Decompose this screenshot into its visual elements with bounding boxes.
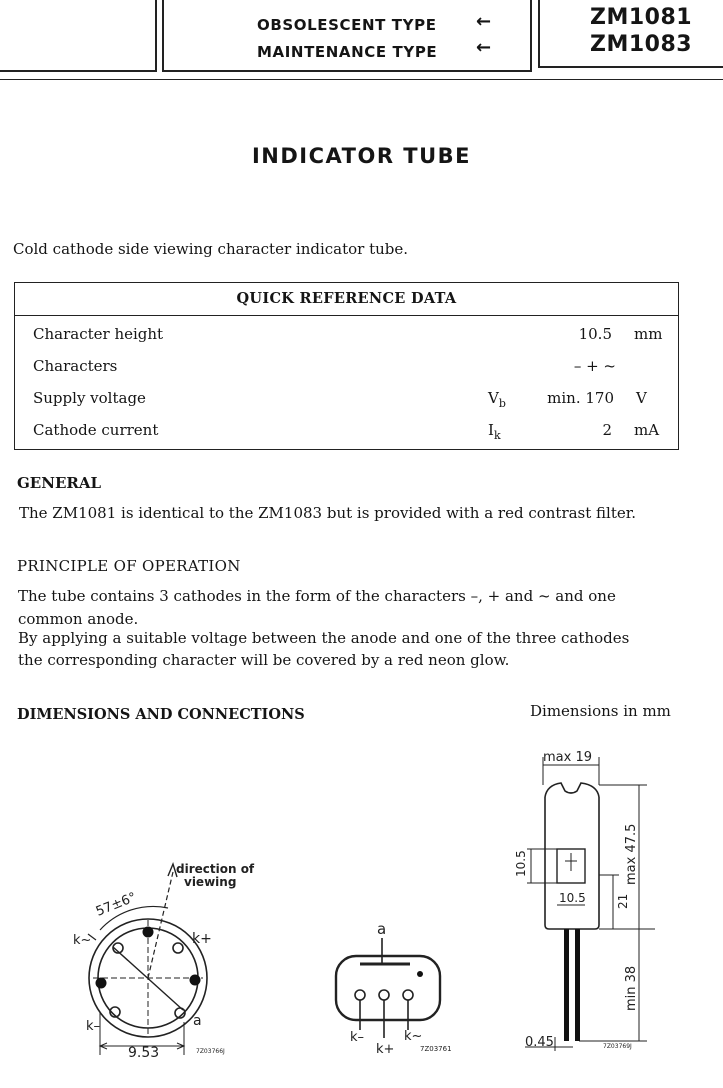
drawing-ref: 7Z03769J [603, 1043, 632, 1050]
direction-label: direction of [176, 862, 255, 876]
pin-k-tilde-label: k~ [404, 1029, 423, 1044]
row-unit: mm [634, 325, 663, 343]
dim-0-45: 0.45 [525, 1035, 554, 1050]
header-left-box [0, 0, 157, 72]
maintenance-type-label: MAINTENANCE TYPE [257, 43, 438, 61]
row-label: Character height [33, 325, 164, 343]
principle-line-3: By applying a suitable voltage between the anode and one of the three cathodes [18, 629, 630, 647]
row-label: Cathode current [33, 421, 159, 439]
page-title: INDICATOR TUBE [251, 144, 472, 168]
obsolescent-type-label: OBSOLESCENT TYPE [257, 16, 437, 34]
dim-max19: max 19 [543, 750, 592, 765]
row-unit: V [636, 389, 647, 407]
type-number-zm1083: ZM1083 [590, 32, 693, 57]
angle-label: 57±6° [93, 889, 139, 920]
row-value: – + ~ [573, 357, 616, 375]
dimension-9-53: 9.53 [128, 1045, 160, 1061]
drawing-ref: 7Z03766J [196, 1048, 225, 1055]
dim-21: 21 [616, 893, 630, 909]
tube-outline-drawing [495, 745, 670, 1065]
type-number-zm1081: ZM1081 [590, 5, 693, 30]
table-row [15, 383, 678, 415]
direction-label: viewing [184, 875, 237, 889]
arrow-left-icon: ← [476, 37, 492, 58]
general-text: The ZM1081 is identical to the ZM1083 but is provided with a red contrast filter. [19, 504, 637, 522]
table-row [15, 319, 678, 351]
row-label: Supply voltage [33, 389, 146, 407]
principle-line-2: common anode. [18, 610, 139, 628]
pin-k-plus-label: k+ [376, 1042, 395, 1057]
pin-connection-diagram [322, 918, 467, 1058]
row-symbol: $V_b$ [488, 389, 506, 410]
table-row [15, 351, 678, 383]
row-unit: mA [634, 421, 660, 439]
dim-max47-5: max 47.5 [624, 823, 639, 885]
row-label: Characters [33, 357, 118, 375]
arrow-left-icon: ← [476, 11, 492, 32]
quick-reference-table [14, 282, 679, 450]
dimensions-heading: DIMENSIONS AND CONNECTIONS [17, 706, 305, 723]
principle-line-4: the corresponding character will be covered by a red neon glow. [18, 651, 510, 669]
pin-label-k-minus: k– [86, 1019, 101, 1034]
dim-min38: min 38 [624, 965, 639, 1011]
pin-k-minus-label: k– [350, 1030, 365, 1045]
row-value: min. 170 [547, 389, 614, 407]
row-value: 2 [602, 421, 612, 439]
pin-label-anode: a [193, 1013, 202, 1029]
base-view-drawing [60, 850, 270, 1065]
quick-reference-heading: QUICK REFERENCE DATA [15, 283, 678, 316]
pin-anode-label: a [377, 920, 387, 938]
dimensions-note: Dimensions in mm [530, 702, 671, 720]
pin-label-k-tilde: k~ [73, 933, 92, 948]
general-heading: GENERAL [17, 474, 102, 492]
row-symbol: $I_k$ [488, 421, 501, 442]
principle-line-1: The tube contains 3 cathodes in the form of the characters –, + and ~ and one [18, 587, 616, 605]
principle-heading: PRINCIPLE OF OPERATION [17, 557, 241, 575]
dim-10-5-vertical: 10.5 [514, 850, 528, 877]
drawing-ref: 7Z03761 [420, 1045, 452, 1053]
table-row [15, 415, 678, 447]
intro-text: Cold cathode side viewing character indicator tube. [13, 240, 409, 258]
pin-label-k-plus: k+ [192, 931, 212, 947]
header-rule [0, 79, 723, 80]
dim-10-5-horizontal: 10.5 [559, 891, 586, 905]
row-value: 10.5 [578, 325, 612, 343]
